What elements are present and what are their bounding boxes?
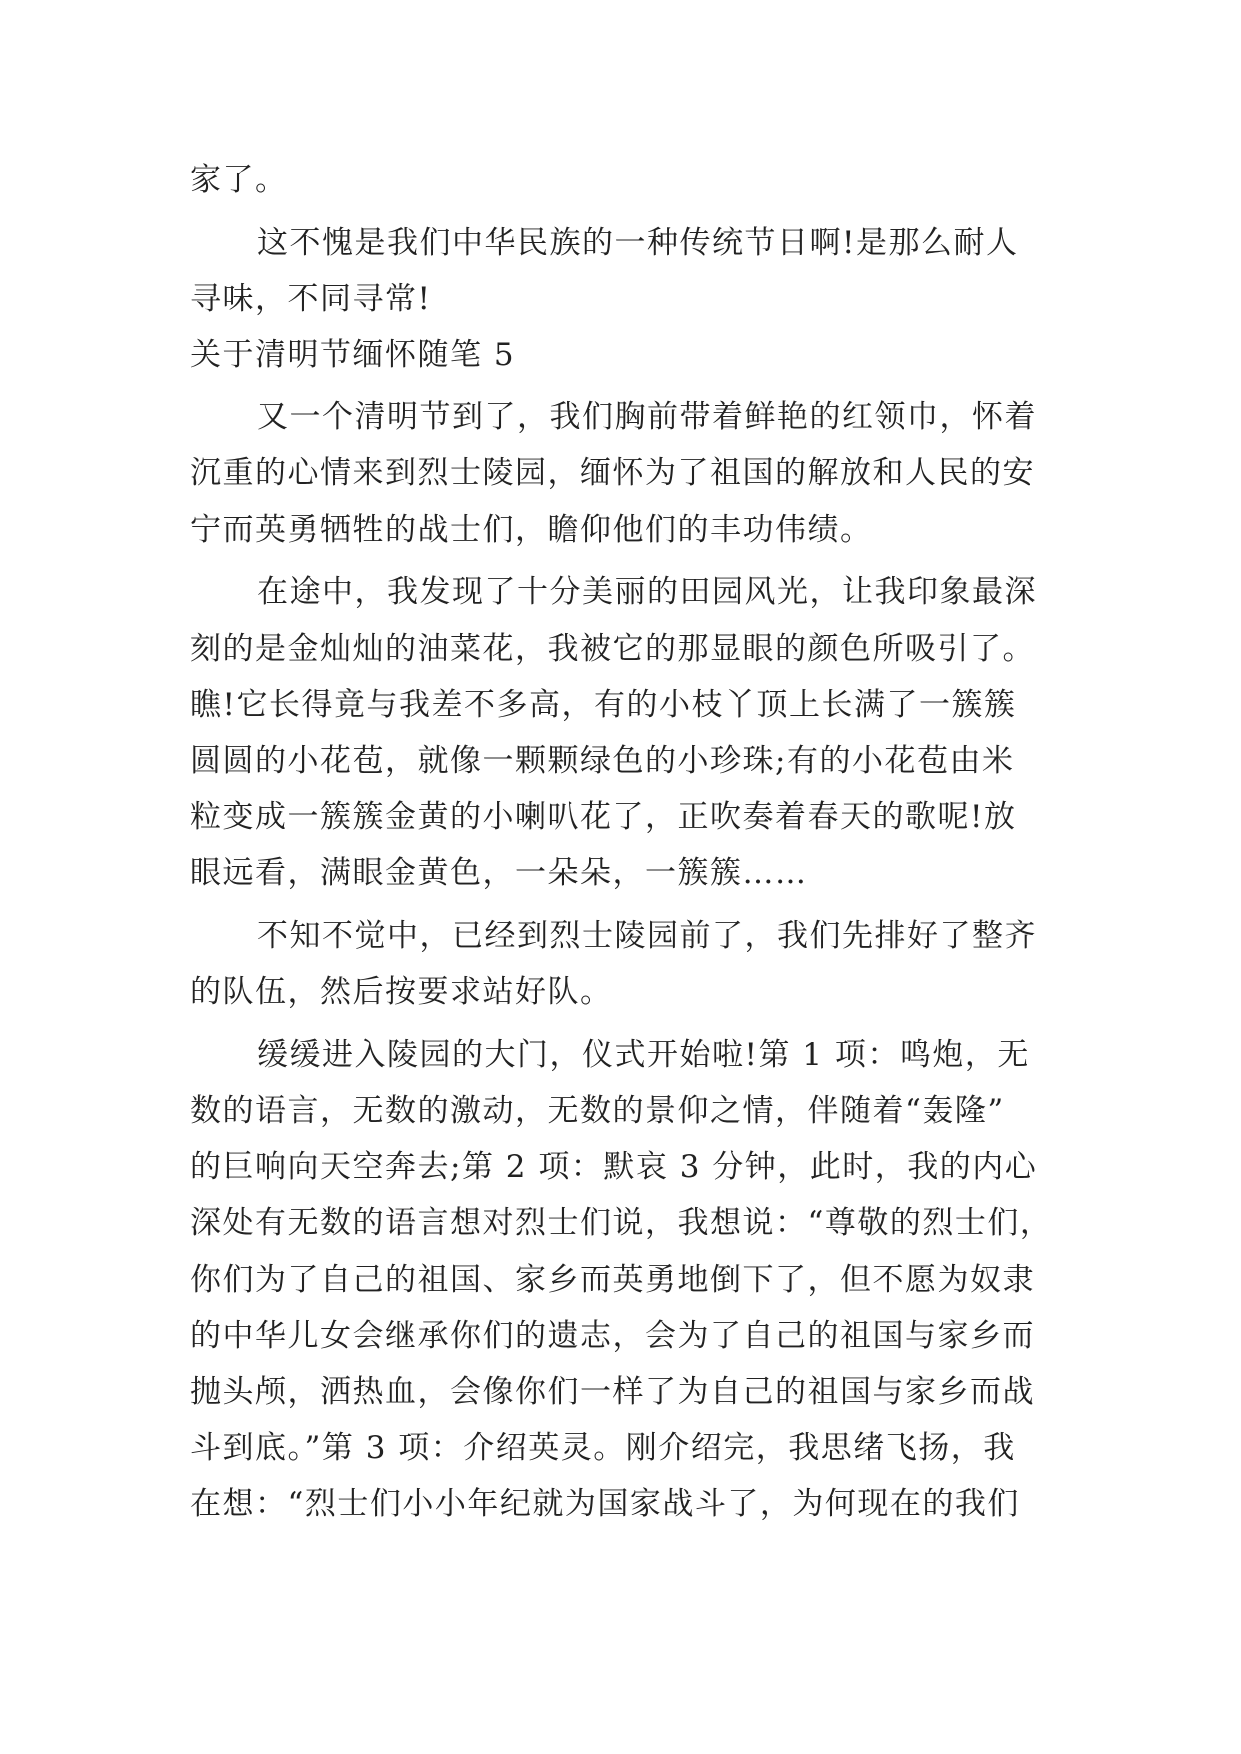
text-line: 粒变成一簇簇金黄的小喇叭花了，正吹奏着春天的歌呢!放 (190, 799, 1017, 835)
paragraph-first-line: 在途中，我发现了十分美丽的田园风光，让我印象最深 (257, 574, 1037, 610)
text-line: 的巨响向天空奔去;第 2 项：默哀 3 分钟，此时，我的内心 (190, 1149, 1038, 1185)
paragraph-first-line: 又一个清明节到了，我们胸前带着鲜艳的红领巾，怀着 (257, 399, 1037, 435)
text-line: 沉重的心情来到烈士陵园，缅怀为了祖国的解放和人民的安 (190, 455, 1035, 491)
text-line: 的中华儿女会继承你们的遗志，会为了自己的祖国与家乡而 (190, 1318, 1035, 1354)
text-line: 瞧!它长得竟与我差不多高，有的小枝丫顶上长满了一簇簇 (190, 687, 1017, 723)
text-line: 你们为了自己的祖国、家乡而英勇地倒下了，但不愿为奴隶 (190, 1262, 1035, 1298)
text-line: 在想：“烈士们小小年纪就为国家战斗了，为何现在的我们 (190, 1486, 1020, 1522)
text-line: 深处有无数的语言想对烈士们说，我想说：“尊敬的烈士们， (190, 1205, 1053, 1241)
text-line: 的队伍，然后按要求站好队。 (190, 974, 613, 1010)
text-line: 家了。 (190, 162, 288, 198)
text-line: 斗到底。”第 3 项：介绍英灵。刚介绍完，我思绪飞扬，我 (190, 1430, 1016, 1466)
text-line: 数的语言，无数的激动，无数的景仰之情，伴随着“轰隆” (190, 1093, 1005, 1129)
section-heading: 关于清明节缅怀随笔 5 (190, 337, 516, 373)
text-line: 寻味，不同寻常! (190, 281, 432, 317)
paragraph-first-line: 这不愧是我们中华民族的一种传统节日啊!是那么耐人 (257, 225, 1019, 261)
text-line: 眼远看，满眼金黄色，一朵朵，一簇簇…… (190, 855, 808, 891)
text-line: 圆圆的小花苞，就像一颗颗绿色的小珍珠;有的小花苞由米 (190, 743, 1015, 779)
text-line: 刻的是金灿灿的油菜花，我被它的那显眼的颜色所吸引了。 (190, 631, 1035, 667)
paragraph-first-line: 缓缓进入陵园的大门，仪式开始啦!第 1 项：鸣炮，无 (257, 1037, 1030, 1073)
text-line: 抛头颅，洒热血，会像你们一样了为自己的祖国与家乡而战 (190, 1374, 1035, 1410)
paragraph-first-line: 不知不觉中，已经到烈士陵园前了，我们先排好了整齐 (257, 918, 1037, 954)
text-line: 宁而英勇牺牲的战士们，瞻仰他们的丰功伟绩。 (190, 512, 873, 548)
